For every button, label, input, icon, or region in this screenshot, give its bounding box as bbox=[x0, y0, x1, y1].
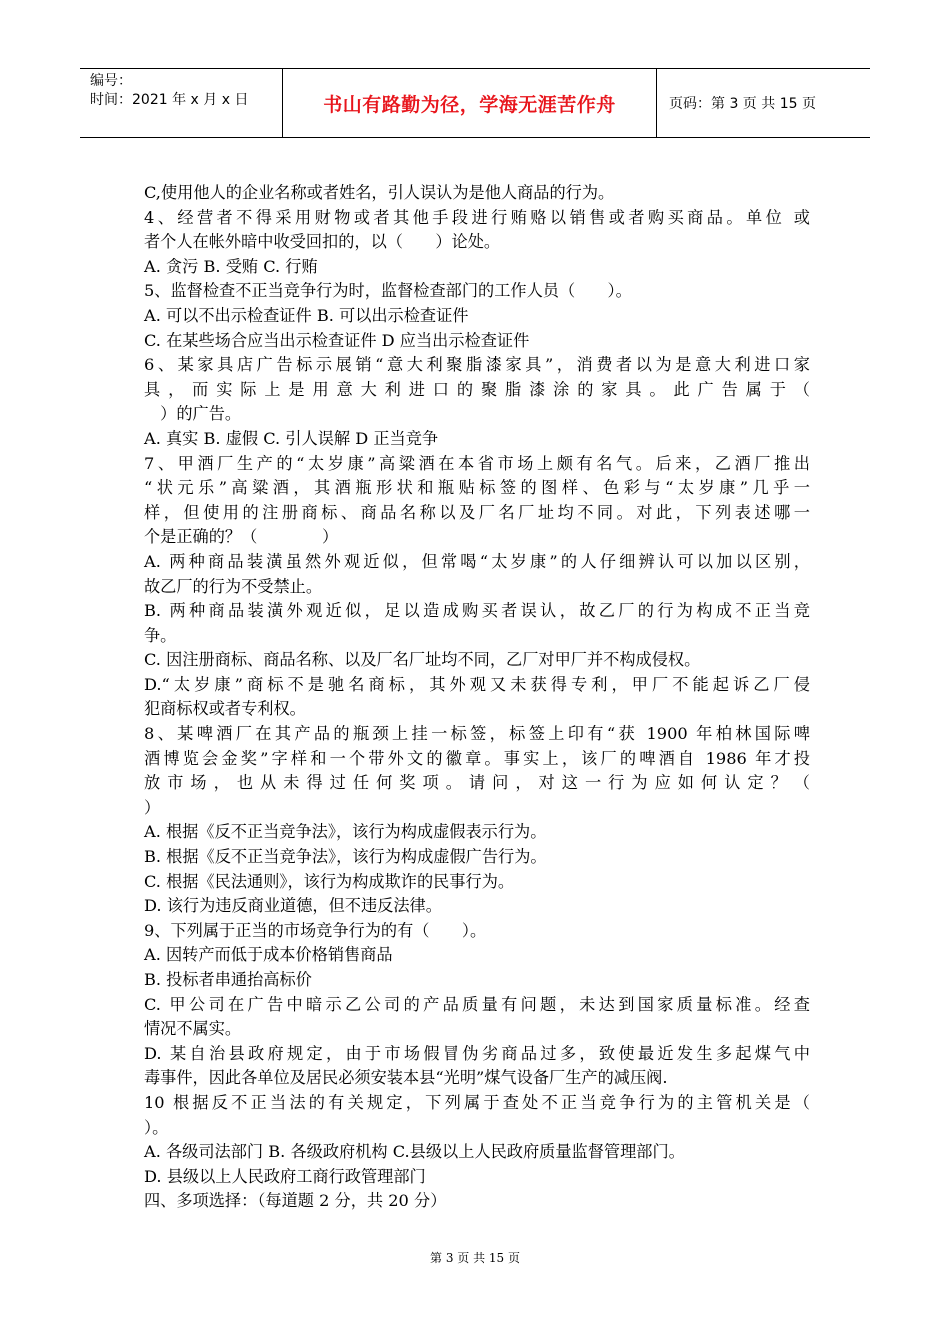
text-line: “状元乐”高粱酒，其酒瓶形状和瓶贴标签的图样、色彩与“太岁康”几乎一 bbox=[144, 478, 810, 498]
page-header bbox=[80, 68, 870, 138]
text-line: 样，但使用的注册商标、商品名称以及厂名厂址均不同。对此，下列表述哪一 bbox=[144, 502, 810, 522]
text-line: 情况不属实。 bbox=[144, 1019, 242, 1039]
text-line: 10 根据反不正当法的有关规定，下列属于查处不正当竞争行为的主管机关是（ bbox=[144, 1092, 810, 1112]
text-line: 故乙厂的行为不受禁止。 bbox=[144, 576, 323, 596]
text-line: B. 投标者串通抬高标价 bbox=[144, 970, 312, 989]
text-line: B. 根据《反不正当竞争法》，该行为构成虚假广告行为。 bbox=[144, 847, 547, 867]
text-line: D. 该行为违反商业道德，但不违反法律。 bbox=[144, 896, 442, 916]
text-line: A. 两种商品装潢虽然外观近似，但常喝“太岁康”的人仔细辨认可以加以区别， bbox=[144, 551, 810, 571]
text-line: ）。 bbox=[144, 1117, 169, 1137]
doc-number-label: 编号： bbox=[90, 73, 132, 89]
text-line: D. 县级以上人民政府工商行政管理部门 bbox=[144, 1166, 426, 1186]
text-line: 具，而实际上是用意大利进口的聚脂漆涂的家具。此广告属于（ bbox=[144, 379, 810, 399]
header-page-code: 页码：第 3 页 共 15 页 bbox=[669, 96, 816, 112]
text-line: A. 贪污 B. 受贿 C. 行贿 bbox=[144, 256, 318, 276]
text-line: 四、多项选择：（每道题 2 分，共 20 分） bbox=[144, 1191, 447, 1211]
text-line: A. 可以不出示检查证件 B. 可以出示检查证件 bbox=[144, 305, 469, 325]
text-line: 7、甲酒厂生产的“太岁康”高粱酒在本省市场上颇有名气。后来，乙酒厂推出 bbox=[144, 453, 810, 473]
text-line: A. 各级司法部门 B. 各级政府机构 C.县级以上人民政府质量监督管理部门。 bbox=[144, 1142, 685, 1162]
text-line: 个是正确的？（ ） bbox=[144, 527, 339, 547]
text-line: 犯商标权或者专利权。 bbox=[144, 699, 306, 719]
text-line: 4、经营者不得采用财物或者其他手段进行贿赂以销售或者购买商品。单位 或 bbox=[144, 207, 810, 227]
text-line: ）的广告。 bbox=[144, 404, 242, 424]
text-line: 8、某啤酒厂在其产品的瓶颈上挂一标签，标签上印有“获 1900 年柏林国际啤 bbox=[144, 724, 810, 744]
text-line: 毒事件，因此各单位及居民必须安装本县“光明”煤气设备厂生产的减压阀. bbox=[144, 1068, 668, 1088]
text-line: 9、下列属于正当的市场竞争行为的有（ ）。 bbox=[144, 920, 487, 940]
doc-date: 时间：2021 年 x 月 x 日 bbox=[90, 92, 249, 108]
text-line: 6、某家具店广告标示展销“意大利聚脂漆家具”，消费者以为是意大利进口家 bbox=[144, 355, 810, 375]
text-line: 5、监督检查不正当竞争行为时，监督检查部门的工作人员（ ）。 bbox=[144, 281, 632, 301]
text-line: ） bbox=[144, 797, 161, 817]
text-line: C,使用他人的企业名称或者姓名，引人误认为是他人商品的行为。 bbox=[144, 183, 615, 202]
text-line: C. 在某些场合应当出示检查证件 D 应当出示检查证件 bbox=[144, 330, 530, 350]
text-line: 放市场，也从未得过任何奖项。请问，对这一行为应如何认定？（ bbox=[144, 773, 810, 793]
text-line: D.“太岁康”商标不是驰名商标，其外观又未获得专利，甲厂不能起诉乙厂侵 bbox=[144, 674, 810, 694]
text-line: 者个人在帐外暗中收受回扣的，以（ ）论处。 bbox=[144, 232, 501, 252]
text-line: A. 因转产而低于成本价格销售商品 bbox=[144, 945, 393, 965]
text-line: C. 甲公司在广告中暗示乙公司的产品质量有问题，未达到国家质量标准。经查 bbox=[144, 994, 810, 1014]
text-line: 争。 bbox=[144, 625, 177, 645]
page-footer: 第 3 页 共 15 页 bbox=[430, 1251, 520, 1265]
document-body bbox=[144, 181, 810, 1214]
header-meta bbox=[80, 69, 283, 137]
text-line: A. 根据《反不正当竞争法》，该行为构成虚假表示行为。 bbox=[144, 822, 547, 842]
header-motto: 书山有路勤为径，学海无涯苦作舟 bbox=[283, 69, 657, 137]
text-line: B. 两种商品装潢外观近似，足以造成购买者误认，故乙厂的行为构成不正当竞 bbox=[144, 601, 810, 621]
text-line: 酒博览会金奖”字样和一个带外文的徽章。事实上，该厂的啤酒自 1986 年才投 bbox=[144, 748, 810, 768]
text-line: C. 根据《民法通则》，该行为构成欺诈的民事行为。 bbox=[144, 871, 515, 891]
text-line: A. 真实 B. 虚假 C. 引人误解 D 正当竞争 bbox=[144, 428, 439, 448]
text-line: D. 某自治县政府规定，由于市场假冒伪劣商品过多，致使最近发生多起煤气中 bbox=[144, 1043, 810, 1063]
text-line: C. 因注册商标、商品名称、以及厂名厂址均不同，乙厂对甲厂并不构成侵权。 bbox=[144, 650, 701, 670]
